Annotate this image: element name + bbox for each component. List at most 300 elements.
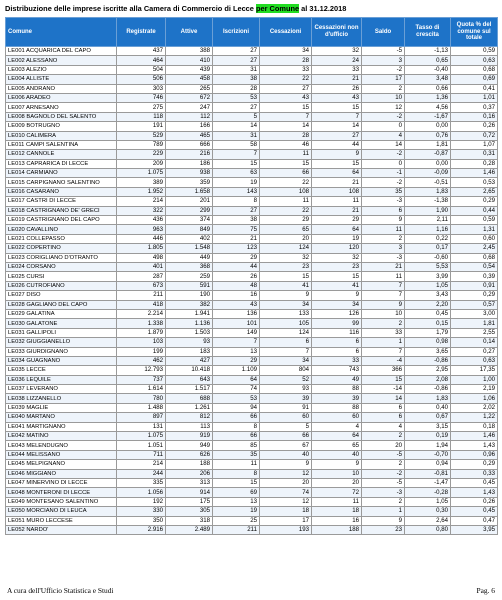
value-cell: 126 (312, 309, 362, 318)
value-cell: 6 (312, 338, 362, 347)
value-cell: 16 (213, 291, 260, 300)
table-row (6, 469, 498, 478)
municipality-cell: LE045 MELPIGNANO (6, 460, 117, 469)
table-row (6, 216, 498, 225)
value-cell: 118 (117, 112, 166, 121)
value-cell: 1.941 (166, 309, 213, 318)
value-cell: -1 (362, 169, 405, 178)
value-cell: 63 (213, 169, 260, 178)
value-cell: 0,19 (405, 432, 451, 441)
value-cell: 3 (362, 56, 405, 65)
page-number: Pag. 6 (476, 586, 495, 595)
column-header: Cessazioni non d'ufficio (312, 18, 362, 47)
value-cell: -0,86 (405, 385, 451, 394)
value-cell: 6 (362, 206, 405, 215)
value-cell: 124 (260, 244, 312, 253)
value-cell: 31 (213, 131, 260, 140)
municipality-cell: LE051 MURO LECCESE (6, 516, 117, 525)
value-cell: 14 (312, 122, 362, 131)
municipality-cell: LE047 MINERVINO DI LECCE (6, 478, 117, 487)
table-row (6, 281, 498, 290)
value-cell: 214 (117, 460, 166, 469)
value-cell: 1.109 (213, 366, 260, 375)
value-cell: 0,14 (451, 338, 498, 347)
municipality-cell: LE010 CALIMERA (6, 131, 117, 140)
municipality-cell: LE008 BAGNOLO DEL SALENTO (6, 112, 117, 121)
value-cell: 3,99 (405, 272, 451, 281)
value-cell: 38 (213, 75, 260, 84)
value-cell: 35 (213, 450, 260, 459)
value-cell: 1,06 (451, 394, 498, 403)
value-cell: 108 (260, 187, 312, 196)
value-cell: 0 (362, 159, 405, 168)
value-cell: 44 (213, 262, 260, 271)
value-cell: 19 (312, 234, 362, 243)
value-cell: 13 (213, 347, 260, 356)
value-cell: -5 (362, 450, 405, 459)
value-cell: 34 (312, 300, 362, 309)
value-cell: 27 (312, 131, 362, 140)
value-cell: 7 (362, 347, 405, 356)
value-cell: 4 (362, 422, 405, 431)
value-cell: 69 (213, 488, 260, 497)
municipality-cell: LE015 CARPIGNANO SALENTINO (6, 178, 117, 187)
municipality-cell: LE044 MELISSANO (6, 450, 117, 459)
value-cell: 1,01 (451, 93, 498, 102)
value-cell: 2,08 (405, 375, 451, 384)
table-row (6, 525, 498, 534)
value-cell: -0,81 (405, 469, 451, 478)
municipality-cell: LE037 LEVERANO (6, 385, 117, 394)
value-cell: 1,22 (451, 413, 498, 422)
value-cell: 27 (213, 47, 260, 56)
value-cell: -0,60 (405, 253, 451, 262)
value-cell: 188 (166, 460, 213, 469)
value-cell: 737 (117, 375, 166, 384)
value-cell: 20 (260, 234, 312, 243)
value-cell: 15 (312, 272, 362, 281)
value-cell: 0,22 (405, 234, 451, 243)
value-cell: 1 (362, 338, 405, 347)
table-row (6, 338, 498, 347)
value-cell: 175 (166, 497, 213, 506)
value-cell: 9 (260, 460, 312, 469)
value-cell: -1,67 (405, 112, 451, 121)
value-cell: 131 (117, 422, 166, 431)
value-cell: 0,63 (451, 56, 498, 65)
municipality-cell: LE032 GIUGGIANELLO (6, 338, 117, 347)
municipality-cell: LE014 CARMIANO (6, 169, 117, 178)
value-cell: 93 (260, 385, 312, 394)
column-header: Iscrizioni (213, 18, 260, 47)
value-cell: 38 (213, 216, 260, 225)
table-row (6, 291, 498, 300)
value-cell: 919 (166, 432, 213, 441)
value-cell: 7 (260, 347, 312, 356)
value-cell: 6 (312, 347, 362, 356)
value-cell: 366 (362, 366, 405, 375)
value-cell: 43 (213, 300, 260, 309)
value-cell: 15 (260, 103, 312, 112)
value-cell: 33 (312, 356, 362, 365)
value-cell: 446 (117, 234, 166, 243)
value-cell: 504 (117, 65, 166, 74)
value-cell: 120 (312, 244, 362, 253)
value-cell: 22 (260, 178, 312, 187)
value-cell: -0,51 (405, 178, 451, 187)
value-cell: 10 (362, 309, 405, 318)
value-cell: 938 (166, 169, 213, 178)
value-cell: 26 (312, 84, 362, 93)
value-cell: 0,33 (451, 469, 498, 478)
value-cell: -2 (362, 150, 405, 159)
table-row (6, 122, 498, 131)
value-cell: 1,16 (405, 225, 451, 234)
value-cell: 382 (166, 300, 213, 309)
value-cell: 374 (166, 216, 213, 225)
value-cell: 259 (166, 272, 213, 281)
table-row (6, 375, 498, 384)
table-row (6, 159, 498, 168)
title-highlight: per Comune (255, 4, 300, 13)
value-cell: 1.614 (117, 385, 166, 394)
table-row (6, 450, 498, 459)
value-cell: 24 (312, 56, 362, 65)
value-cell: 33 (362, 328, 405, 337)
value-cell: 1,07 (451, 140, 498, 149)
value-cell: 244 (117, 469, 166, 478)
value-cell: 19 (213, 178, 260, 187)
table-row (6, 150, 498, 159)
table-row (6, 234, 498, 243)
value-cell: 64 (213, 375, 260, 384)
value-cell: 359 (166, 178, 213, 187)
value-cell: 40 (260, 450, 312, 459)
value-cell: 44 (312, 140, 362, 149)
value-cell: 74 (213, 385, 260, 394)
value-cell: 1.056 (117, 488, 166, 497)
value-cell: 6 (362, 413, 405, 422)
value-cell: 0,28 (451, 159, 498, 168)
value-cell: 1.075 (117, 169, 166, 178)
value-cell: 2,11 (405, 216, 451, 225)
value-cell: 29 (213, 253, 260, 262)
value-cell: 105 (260, 319, 312, 328)
municipality-cell: LE025 CURSI (6, 272, 117, 281)
value-cell: 214 (117, 197, 166, 206)
value-cell: 0,63 (451, 356, 498, 365)
value-cell: 53 (213, 93, 260, 102)
value-cell: 0,60 (451, 234, 498, 243)
value-cell: 418 (117, 300, 166, 309)
value-cell: 216 (166, 150, 213, 159)
value-cell: 1.338 (117, 319, 166, 328)
value-cell: 322 (117, 206, 166, 215)
value-cell: 199 (117, 347, 166, 356)
value-cell: 2,95 (405, 366, 451, 375)
value-cell: 2,45 (451, 244, 498, 253)
municipality-cell: LE013 CAPRARICA DI LECCE (6, 159, 117, 168)
value-cell: 368 (166, 262, 213, 271)
value-cell: -2 (362, 65, 405, 74)
value-cell: 88 (312, 385, 362, 394)
value-cell: -0,09 (405, 169, 451, 178)
value-cell: 672 (166, 93, 213, 102)
value-cell: 72 (312, 488, 362, 497)
value-cell: 1,83 (405, 187, 451, 196)
value-cell: 191 (117, 122, 166, 131)
value-cell: 1.952 (117, 187, 166, 196)
value-cell: 9 (312, 291, 362, 300)
municipality-cell: LE023 CORIGLIANO D'OTRANTO (6, 253, 117, 262)
value-cell: 780 (117, 394, 166, 403)
value-cell: 133 (260, 309, 312, 318)
value-cell: 64 (312, 432, 362, 441)
value-cell: 46 (260, 140, 312, 149)
value-cell: 32 (312, 253, 362, 262)
value-cell: 673 (117, 281, 166, 290)
value-cell: 15 (213, 478, 260, 487)
value-cell: 305 (166, 507, 213, 516)
value-cell: 66 (260, 432, 312, 441)
value-cell: 99 (312, 319, 362, 328)
value-cell: 0,47 (451, 516, 498, 525)
value-cell: 0,57 (451, 300, 498, 309)
column-header: Quota % del comune sul totale (451, 18, 498, 47)
value-cell: -0,87 (405, 150, 451, 159)
value-cell: 0,40 (405, 403, 451, 412)
value-cell: 85 (213, 441, 260, 450)
value-cell: 1.658 (166, 187, 213, 196)
table-header (6, 18, 498, 47)
value-cell: 0,29 (451, 291, 498, 300)
value-cell: 8 (213, 422, 260, 431)
municipality-cell: LE009 BOTRUGNO (6, 122, 117, 131)
value-cell: 743 (312, 366, 362, 375)
table-row (6, 93, 498, 102)
value-cell: 2.214 (117, 309, 166, 318)
value-cell: 166 (166, 122, 213, 131)
municipality-cell: LE036 LEQUILE (6, 375, 117, 384)
municipality-cell: LE016 CASARANO (6, 187, 117, 196)
value-cell: 299 (166, 206, 213, 215)
value-cell: 201 (166, 197, 213, 206)
value-cell: 3,65 (405, 347, 451, 356)
value-cell: 0,39 (451, 272, 498, 281)
value-cell: 33 (260, 65, 312, 74)
value-cell: 2,20 (405, 300, 451, 309)
table-row (6, 460, 498, 469)
value-cell: 186 (166, 159, 213, 168)
value-cell: 4 (362, 131, 405, 140)
value-cell: 1.488 (117, 403, 166, 412)
value-cell: 108 (312, 187, 362, 196)
value-cell: 7 (312, 112, 362, 121)
value-cell: 211 (117, 291, 166, 300)
value-cell: 7 (213, 338, 260, 347)
value-cell: 849 (166, 225, 213, 234)
table-row (6, 300, 498, 309)
value-cell: 9 (260, 291, 312, 300)
table-row (6, 516, 498, 525)
municipality-cell: LE043 MELENDUGNO (6, 441, 117, 450)
title-prefix: Distribuzione delle imprese iscritte alla Camera di Commercio di Lecce (5, 4, 256, 13)
value-cell: 11 (260, 150, 312, 159)
value-cell: 4 (312, 422, 362, 431)
value-cell: 2.489 (166, 525, 213, 534)
value-cell: 1,81 (405, 140, 451, 149)
value-cell: 2 (362, 319, 405, 328)
value-cell: 3,00 (451, 309, 498, 318)
value-cell: 10.418 (166, 366, 213, 375)
value-cell: 8 (213, 197, 260, 206)
value-cell: 1,36 (405, 93, 451, 102)
value-cell: 0,18 (451, 422, 498, 431)
value-cell: 21 (362, 262, 405, 271)
value-cell: 963 (117, 225, 166, 234)
value-cell: 53 (213, 394, 260, 403)
municipality-cell: LE035 LECCE (6, 366, 117, 375)
value-cell: -1,13 (405, 47, 451, 56)
value-cell: 449 (166, 253, 213, 262)
value-cell: 32 (260, 253, 312, 262)
value-cell: 60 (260, 413, 312, 422)
value-cell: 0,94 (405, 460, 451, 469)
value-cell: 0 (362, 122, 405, 131)
municipality-cell: LE050 MORCIANO DI LEUCA (6, 507, 117, 516)
value-cell: 2,02 (451, 403, 498, 412)
value-cell: 28 (213, 84, 260, 93)
value-cell: 28 (260, 56, 312, 65)
value-cell: 0,29 (451, 197, 498, 206)
value-cell: 0,96 (451, 450, 498, 459)
value-cell: 9 (312, 460, 362, 469)
value-cell: 15 (312, 103, 362, 112)
value-cell: 211 (213, 525, 260, 534)
value-cell: 1,00 (451, 375, 498, 384)
table-row (6, 403, 498, 412)
value-cell: 91 (260, 403, 312, 412)
value-cell: 15 (213, 159, 260, 168)
value-cell: 2 (362, 497, 405, 506)
value-cell: 812 (166, 413, 213, 422)
table-row (6, 84, 498, 93)
value-cell: 17 (260, 516, 312, 525)
value-cell: 3,48 (405, 75, 451, 84)
value-cell: -2 (362, 112, 405, 121)
value-cell: 0,76 (405, 131, 451, 140)
table-row (6, 244, 498, 253)
value-cell: 192 (117, 497, 166, 506)
value-cell: 11 (362, 272, 405, 281)
municipality-cell: LE024 CORSANO (6, 262, 117, 271)
value-cell: 64 (312, 169, 362, 178)
value-cell: 34 (260, 356, 312, 365)
value-cell: 402 (166, 234, 213, 243)
value-cell: 0,30 (405, 507, 451, 516)
value-cell: 0,91 (451, 281, 498, 290)
value-cell: 626 (166, 450, 213, 459)
value-cell: 11 (312, 497, 362, 506)
value-cell: 23 (312, 262, 362, 271)
value-cell: 19 (213, 507, 260, 516)
value-cell: 39 (312, 394, 362, 403)
value-cell: 11 (213, 460, 260, 469)
value-cell: 529 (117, 131, 166, 140)
value-cell: 27 (213, 103, 260, 112)
value-cell: 1,90 (405, 206, 451, 215)
municipality-cell: LE046 MIGGIANO (6, 469, 117, 478)
value-cell: -3 (362, 488, 405, 497)
value-cell: 2 (362, 432, 405, 441)
municipality-cell: LE006 ARADEO (6, 93, 117, 102)
value-cell: 591 (166, 281, 213, 290)
table-row (6, 169, 498, 178)
municipality-cell: LE042 MATINO (6, 432, 117, 441)
value-cell: 48 (213, 281, 260, 290)
table-row (6, 413, 498, 422)
value-cell: 32 (312, 47, 362, 56)
value-cell: 35 (362, 187, 405, 196)
value-cell: 1.548 (166, 244, 213, 253)
column-header: Registrate (117, 18, 166, 47)
municipality-cell: LE004 ALLISTE (6, 75, 117, 84)
value-cell: 29 (312, 216, 362, 225)
value-cell: 17 (362, 75, 405, 84)
value-cell: 7 (362, 281, 405, 290)
value-cell: 3,43 (405, 291, 451, 300)
value-cell: 136 (213, 309, 260, 318)
table-row (6, 206, 498, 215)
value-cell: 5,53 (405, 262, 451, 271)
table-row (6, 140, 498, 149)
companies-by-municipality-table (5, 17, 498, 535)
value-cell: 209 (117, 159, 166, 168)
value-cell: 7 (260, 112, 312, 121)
value-cell: 28 (260, 131, 312, 140)
value-cell: 39 (260, 394, 312, 403)
value-cell: 18 (260, 507, 312, 516)
municipality-cell: LE026 CUTROFIANO (6, 281, 117, 290)
value-cell: 17,35 (451, 366, 498, 375)
value-cell: 31 (213, 65, 260, 74)
footer-credit: A cura dell'Ufficio Statistica e Studi (7, 586, 114, 595)
municipality-cell: LE052 NARDO' (6, 525, 117, 534)
value-cell: 2,55 (451, 328, 498, 337)
municipality-cell: LE049 MONTESANO SALENTINO (6, 497, 117, 506)
value-cell: 0,29 (451, 460, 498, 469)
table-row (6, 272, 498, 281)
value-cell: 190 (166, 291, 213, 300)
value-cell: 7 (362, 291, 405, 300)
municipality-cell: LE011 CAMPI SALENTINA (6, 140, 117, 149)
value-cell: 2,19 (451, 385, 498, 394)
value-cell: 149 (213, 328, 260, 337)
value-cell: 143 (213, 187, 260, 196)
value-cell: 1,46 (451, 169, 498, 178)
value-cell: 27 (213, 56, 260, 65)
value-cell: 789 (117, 140, 166, 149)
column-header: Tasso di crescita (405, 18, 451, 47)
title-suffix: al 31.12.2018 (299, 4, 347, 13)
value-cell: 465 (166, 131, 213, 140)
value-cell: 3,95 (451, 525, 498, 534)
value-cell: 666 (166, 140, 213, 149)
value-cell: 1.879 (117, 328, 166, 337)
municipality-cell: LE005 ANDRANO (6, 84, 117, 93)
municipality-cell: LE002 ALESSANO (6, 56, 117, 65)
value-cell: 66 (213, 413, 260, 422)
